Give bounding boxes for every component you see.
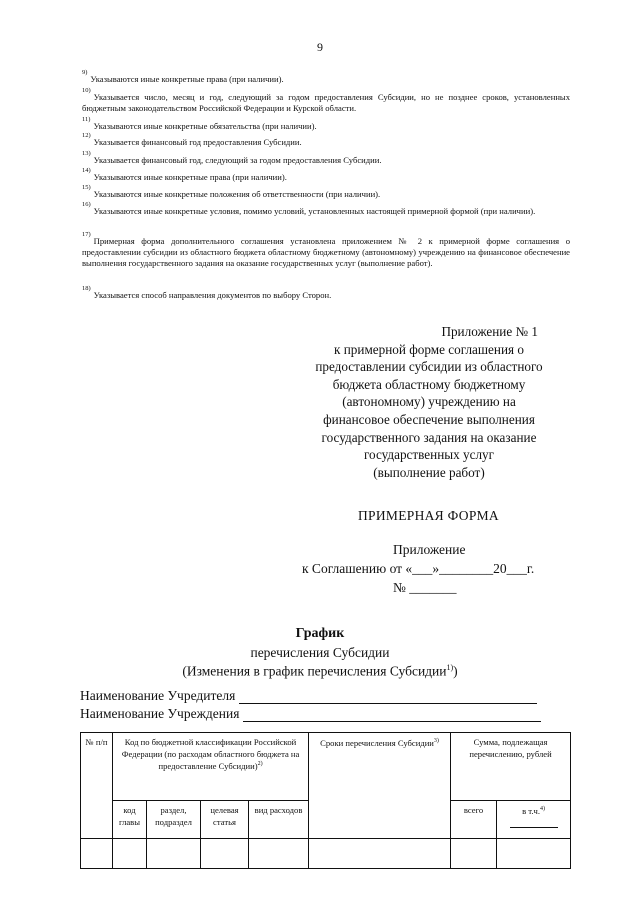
appendix-line: (автономному) учреждению на bbox=[342, 394, 516, 410]
founder-field[interactable] bbox=[239, 691, 537, 704]
annex-label: Приложение bbox=[393, 542, 466, 557]
header-including: в т.ч.$^{4)}$ bbox=[497, 801, 571, 839]
underline-mark bbox=[510, 827, 558, 828]
schedule-table bbox=[80, 732, 571, 869]
footnote: $^{14)}$Указываются иные конкретные права (при наличии). bbox=[82, 167, 287, 182]
institution-name-row bbox=[80, 706, 541, 722]
footnote: $^{12)}$Указывается финансовый год предоставления Субсидии. bbox=[82, 132, 302, 147]
header-expense-type: вид расходов bbox=[249, 801, 309, 839]
table-cell bbox=[113, 839, 147, 869]
annex-agreement-date: к Соглашению от «___»________20___г. bbox=[302, 561, 535, 576]
table-cell bbox=[249, 839, 309, 869]
founder-name-row bbox=[80, 688, 537, 704]
appendix-line: финансовое обеспечение выполнения bbox=[323, 411, 535, 427]
footnote: $^{9)}$Указываются иные конкретные права (при наличии). bbox=[82, 69, 284, 84]
footnote: $^{13)}$Указывается финансовый год, следующий за годом предоставления Субсидии. bbox=[82, 150, 382, 165]
footnote: $^{18)}$Указывается способ направления документов по выбору Сторон. bbox=[82, 285, 332, 300]
appendix-line: предоставлении субсидии из областного bbox=[315, 359, 543, 375]
appendix-line: бюджета областному бюджетному bbox=[332, 376, 526, 392]
table-cell bbox=[81, 839, 113, 869]
appendix-line: (выполнение работ) bbox=[373, 464, 485, 480]
institution-field[interactable] bbox=[243, 709, 541, 722]
appendix-line: к примерной форме соглашения о bbox=[334, 341, 524, 357]
schedule-title: График bbox=[295, 626, 345, 641]
footnote: $^{11)}$Указываются иные конкретные обязательства (при наличии). bbox=[82, 116, 317, 131]
footnote: $^{10)}$Указывается число, месяц и год, следующий за годом предоставления Субсидии, но не позднее сроков, установленных бюджетным законодательством Российской Федерации и Курской области. bbox=[82, 87, 570, 114]
footnote: $^{15)}$Указываются иные конкретные положения об ответственности (при наличии). bbox=[82, 184, 381, 199]
schedule-changes: (Изменения в график перечисления Субсидии$^{1)}$) bbox=[182, 663, 458, 679]
institution-label: Наименование Учреждения bbox=[80, 706, 240, 721]
table-cell bbox=[309, 839, 451, 869]
annex-number: № _______ bbox=[393, 580, 457, 595]
schedule-subtitle: перечисления Субсидии bbox=[250, 645, 390, 660]
form-title: ПРИМЕРНАЯ ФОРМА bbox=[358, 508, 499, 523]
header-target-article: целевая статья bbox=[201, 801, 249, 839]
header-budget-code: Код по бюджетной классификации Российской Федерации (по расходам областного бюджета на предоставление Субсидии)$^{2)}$ bbox=[113, 733, 309, 801]
appendix-block bbox=[298, 323, 560, 481]
header-number: № п/п bbox=[81, 733, 113, 839]
footnote: $^{17)}$Примерная форма дополнительного соглашения установлена приложением № 2 к примерной форме соглашения о предоставлении субсидии из областного бюджета областному бюджетному (автономному) учреждению на финансовое обеспечение выполнения государственного задания на оказание государственных услуг (выполнение работ). bbox=[82, 231, 570, 269]
appendix-title: Приложение № 1 bbox=[441, 324, 538, 339]
founder-label: Наименование Учредителя bbox=[80, 688, 236, 703]
page-number: 9 bbox=[317, 40, 323, 54]
header-section: раздел, подраздел bbox=[147, 801, 201, 839]
table-cell bbox=[201, 839, 249, 869]
footnote: $^{16)}$Указываются иные конкретные условия, помимо условий, установленных настоящей примерной формой (при наличии). bbox=[82, 201, 536, 216]
header-chapter-code: код главы bbox=[113, 801, 147, 839]
appendix-line: государственных услуг bbox=[363, 447, 495, 463]
table-cell bbox=[451, 839, 497, 869]
table-cell bbox=[147, 839, 201, 869]
header-total: всего bbox=[451, 801, 497, 839]
header-terms: Сроки перечисления Субсидии$^{3)}$ bbox=[309, 733, 451, 839]
table-cell bbox=[497, 839, 571, 869]
header-sum: Сумма, подлежащая перечислению, рублей bbox=[451, 733, 571, 801]
appendix-line: государственного задания на оказание bbox=[321, 429, 537, 445]
